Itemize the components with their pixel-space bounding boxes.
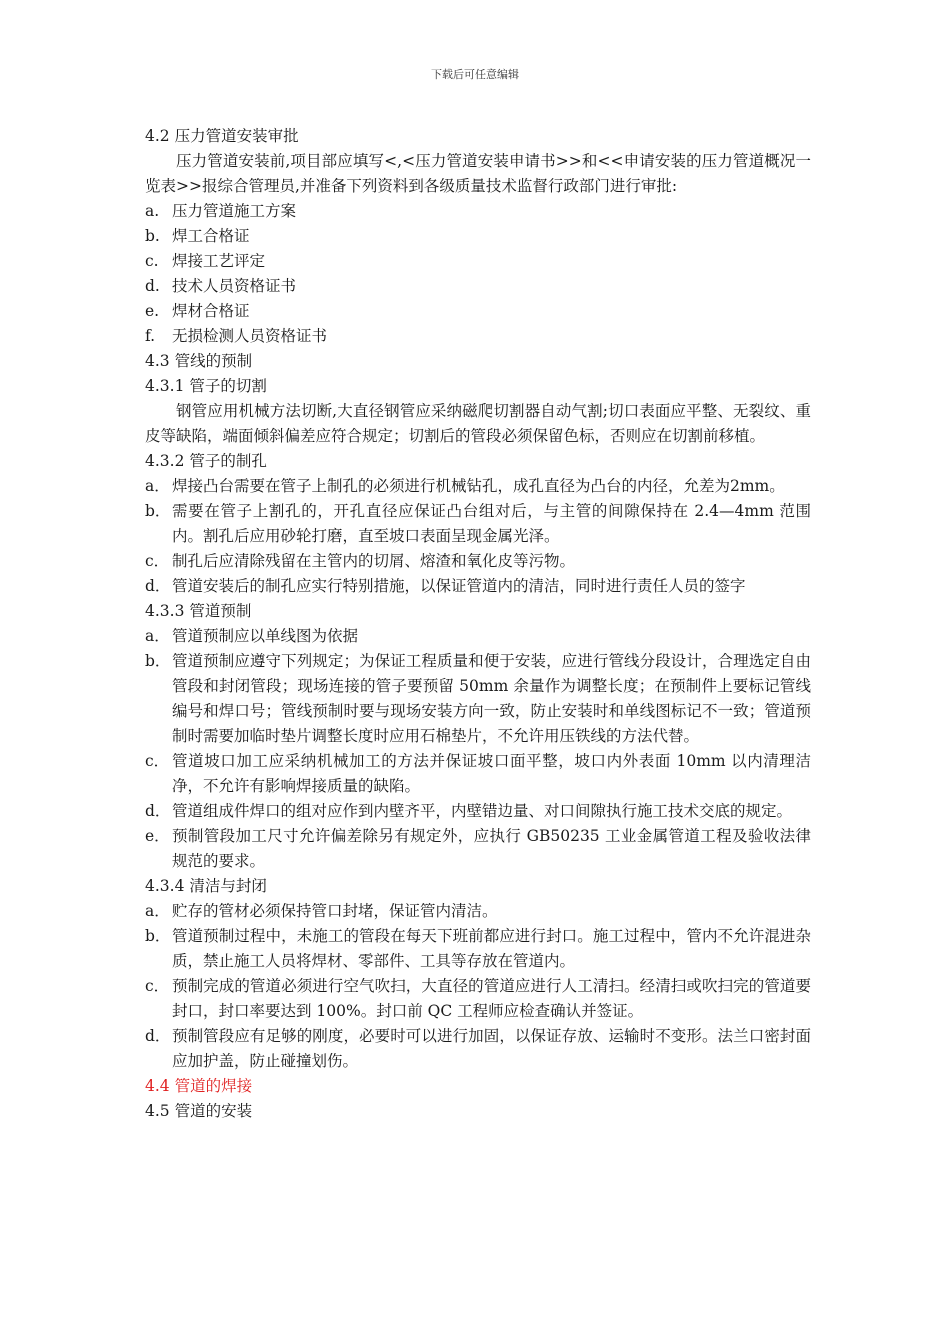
heading-4-3-3: 4.3.3 管道预制	[145, 602, 252, 620]
paragraph-4-2-intro: 压力管道安装前,项目部应填写<,<压力管道安装申请书>>和<<申请安装的压力管道概况一览表>>报综合管理员,并准备下列资料到各级质量技术监督行政部门进行审批:	[145, 152, 811, 195]
list-item-text: 管道预制过程中，未施工的管段在每天下班前都应进行封口。施工过程中，管内不允许混进杂质，禁止施工人员将焊材、零部件、工具等存放在管道内。	[172, 927, 811, 970]
list-item-text: 焊工合格证	[172, 227, 250, 245]
list-marker: e．	[145, 827, 170, 845]
list-4-3-2	[145, 474, 811, 599]
list-item-text: 预制完成的管道必须进行空气吹扫，大直径的管道应进行人工清扫。经清扫或吹扫完的管道要封口，封口率要达到 100%。封口前 QC 工程师应检查确认并签证。	[172, 977, 811, 1020]
list-item-text: 无损检测人员资格证书	[172, 327, 328, 345]
list-4-3-4	[145, 899, 811, 1074]
list-item-text: 管道预制应以单线图为依据	[172, 627, 359, 645]
list-4-2	[145, 199, 811, 349]
list-item	[145, 574, 811, 599]
list-marker: d．	[145, 1027, 171, 1045]
list-item	[145, 824, 811, 874]
list-item	[145, 474, 811, 499]
list-item-text: 管道坡口加工应采纳机械加工的方法并保证坡口面平整，坡口内外表面 10mm 以内清理洁净，不允许有影响焊接质量的缺陷。	[172, 752, 811, 795]
list-item-text: 焊接工艺评定	[172, 252, 266, 270]
list-marker: c．	[145, 752, 170, 770]
list-marker: c．	[145, 552, 170, 570]
list-item	[145, 799, 811, 824]
list-item	[145, 749, 811, 799]
list-item	[145, 899, 811, 924]
list-item-text: 管道预制应遵守下列规定；为保证工程质量和便于安装，应进行管线分段设计，合理选定自由管段和封闭管段；现场连接的管子要预留 50mm 余量作为调整长度；在预制件上要标记管线编号和焊口号；管线预制时要与现场安装方向一致，防止安装时和单线图标记不一致；管道预制时需要加临时垫片调整长度时应用石棉垫片，不允许用压铁线的方法代替。	[172, 652, 811, 745]
list-marker: a．	[145, 902, 170, 920]
list-item	[145, 1024, 811, 1074]
heading-4-4: 4.4 管道的焊接	[145, 1077, 253, 1095]
list-marker: b．	[145, 502, 171, 520]
list-item-text: 管道安装后的制孔应实行特别措施，以保证管道内的清洁，同时进行责任人员的签字	[172, 577, 746, 595]
list-marker: b．	[145, 652, 171, 670]
list-item	[145, 199, 811, 224]
list-marker: b.	[145, 227, 160, 245]
list-marker: a．	[145, 477, 170, 495]
list-item-text: 压力管道施工方案	[172, 202, 297, 220]
heading-4-3-4: 4.3.4 清洁与封闭	[145, 877, 267, 895]
list-item	[145, 274, 811, 299]
list-item	[145, 324, 811, 349]
page-header: 下载后可任意编辑	[431, 68, 519, 81]
heading-4-3-1: 4.3.1 管子的切割	[145, 377, 267, 395]
list-item-text: 预制管段应有足够的刚度，必要时可以进行加固，以保证存放、运输时不变形。法兰口密封面应加护盖，防止碰撞划伤。	[172, 1027, 811, 1070]
list-item	[145, 649, 811, 749]
list-item	[145, 299, 811, 324]
list-item-text: 焊材合格证	[172, 302, 250, 320]
list-marker: c．	[145, 977, 170, 995]
list-marker: a.	[145, 202, 160, 220]
list-marker: d.	[145, 277, 160, 295]
list-item	[145, 499, 811, 549]
list-marker: d．	[145, 802, 171, 820]
list-marker: a．	[145, 627, 170, 645]
list-item	[145, 224, 811, 249]
heading-4-5: 4.5 管道的安装	[145, 1102, 253, 1120]
list-marker: b．	[145, 927, 171, 945]
list-item-text: 需要在管子上割孔的，开孔直径应保证凸台组对后，与主管的间隙保持在 2.4—4mm 范围内。割孔后应用砂轮打磨，直至坡口表面呈现金属光泽。	[172, 502, 811, 545]
list-item-text: 技术人员资格证书	[172, 277, 297, 295]
list-item	[145, 624, 811, 649]
heading-4-3: 4.3 管线的预制	[145, 352, 253, 370]
list-marker: d．	[145, 577, 171, 595]
paragraph-4-3-1: 钢管应用机械方法切断,大直径钢管应采纳磁爬切割器自动气割;切口表面应平整、无裂纹、重皮等缺陷，端面倾斜偏差应符合规定；切割后的管段必须保留色标，否则应在切割前移植。	[145, 402, 811, 445]
list-item-text: 管道组成件焊口的组对应作到内壁齐平，内壁错边量、对口间隙执行施工技术交底的规定。	[172, 802, 793, 820]
heading-4-2: 4.2 压力管道安装审批	[145, 127, 299, 145]
list-item	[145, 924, 811, 974]
list-item-text: 预制管段加工尺寸允许偏差除另有规定外，应执行 GB50235 工业金属管道工程及验收法律规范的要求。	[172, 827, 811, 870]
list-item	[145, 249, 811, 274]
list-item-text: 制孔后应清除残留在主管内的切屑、熔渣和氧化皮等污物。	[172, 552, 576, 570]
list-item	[145, 549, 811, 574]
list-item-text: 焊接凸台需要在管子上制孔的必须进行机械钻孔，成孔直径为凸台的内径，允差为2mm。	[172, 477, 785, 495]
list-marker: c.	[145, 252, 159, 270]
list-4-3-3	[145, 624, 811, 874]
document-body	[145, 124, 811, 1124]
list-item-text: 贮存的管材必须保持管口封堵，保证管内清洁。	[172, 902, 498, 920]
list-marker: e.	[145, 302, 160, 320]
list-item	[145, 974, 811, 1024]
heading-4-3-2: 4.3.2 管子的制孔	[145, 452, 267, 470]
list-marker: f.	[145, 327, 156, 345]
